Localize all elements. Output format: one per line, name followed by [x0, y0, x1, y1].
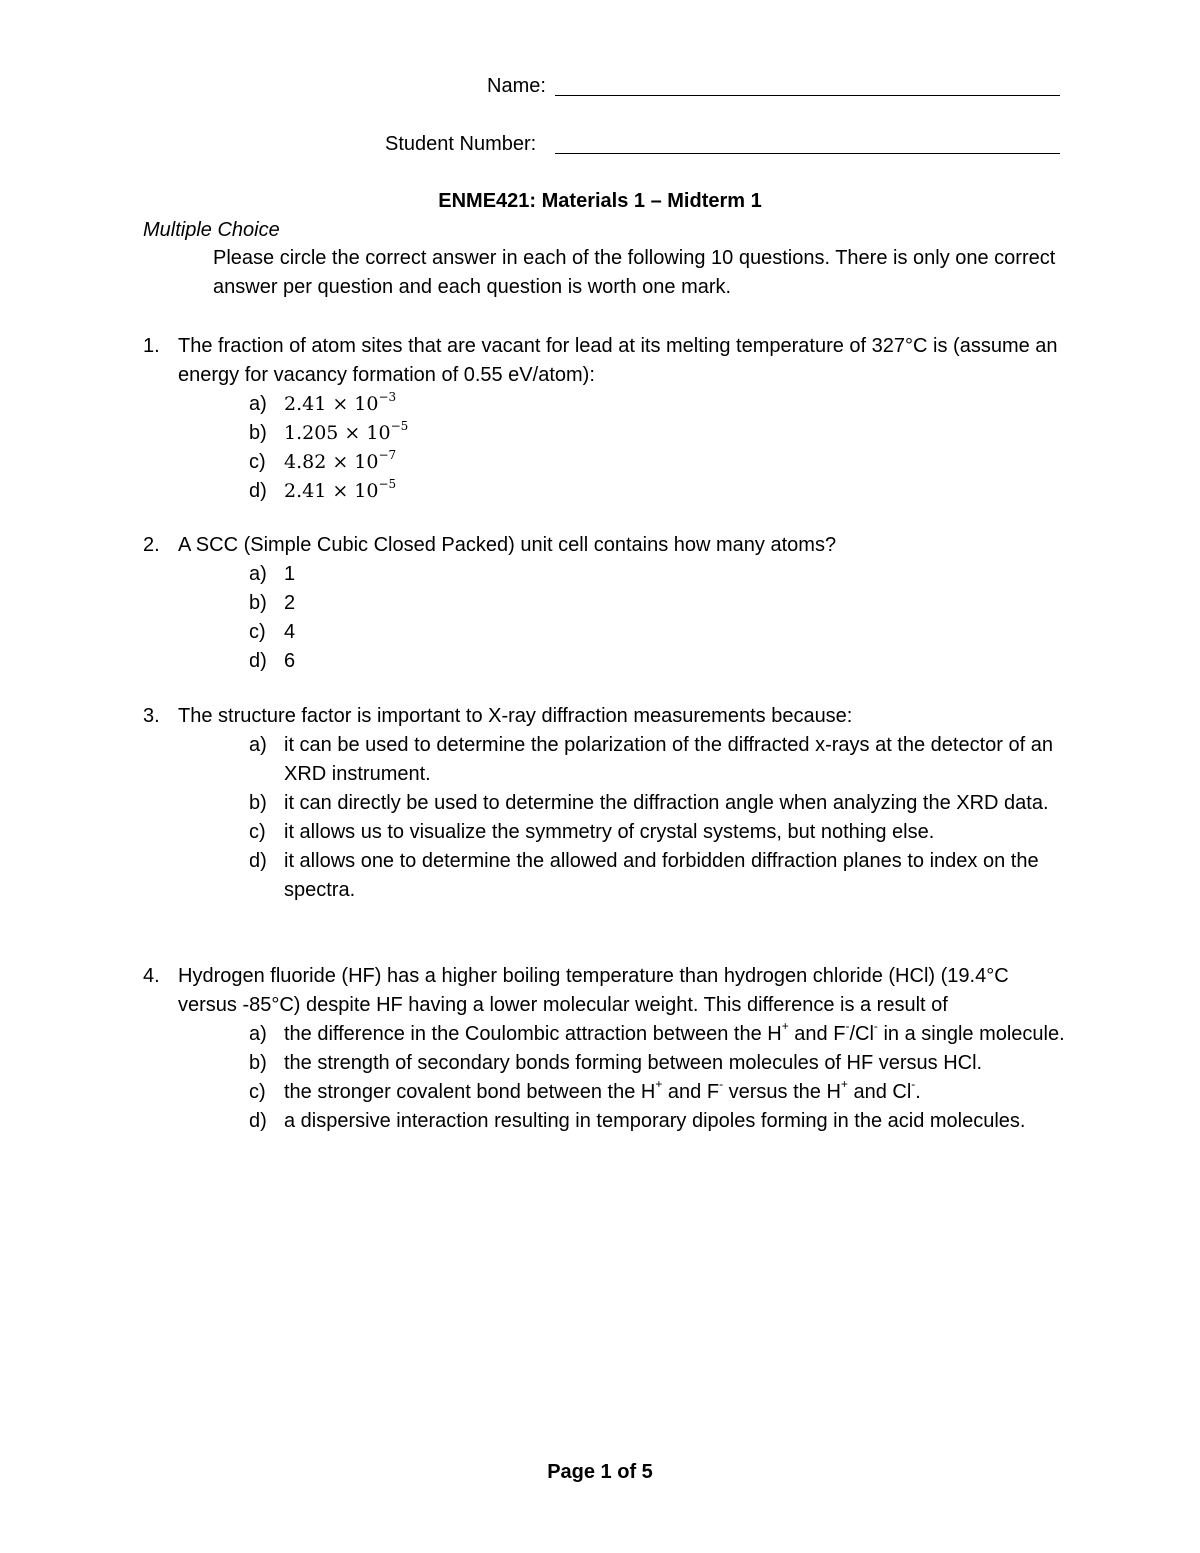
question-text: A SCC (Simple Cubic Closed Packed) unit cell contains how many atoms?: [178, 534, 837, 556]
option-text: 4: [284, 621, 296, 643]
option-letter: d): [249, 1110, 267, 1132]
option-letter: d): [249, 850, 267, 872]
option-text: it allows one to determine the allowed and forbidden diffraction planes to index on the spectra.: [284, 850, 1039, 901]
option-d[interactable]: [249, 477, 1073, 506]
option-d[interactable]: [249, 1107, 1073, 1136]
option-letter: a): [249, 734, 267, 756]
option-a[interactable]: [249, 731, 1073, 789]
option-text: 6: [284, 650, 296, 672]
option-letter: c): [249, 1081, 266, 1103]
option-text: it can directly be used to determine the diffraction angle when analyzing the XRD data.: [284, 792, 1049, 814]
instructions: Please circle the correct answer in each of the following 10 questions. There is only one correct answer per question and each question is worth one mark.: [213, 247, 1056, 298]
option-letter: c): [249, 821, 266, 843]
option-b[interactable]: [249, 589, 1073, 618]
option-text: it allows us to visualize the symmetry of crystal systems, but nothing else.: [284, 821, 935, 843]
option-b[interactable]: [249, 789, 1073, 818]
options-list: [249, 1020, 1073, 1136]
name-label: Name:: [487, 75, 546, 97]
option-b[interactable]: [249, 1049, 1073, 1078]
student-number-label: Student Number:: [385, 133, 537, 155]
option-text: 1: [284, 563, 296, 585]
option-c[interactable]: [249, 1078, 1073, 1107]
option-a[interactable]: [249, 390, 1073, 419]
option-text: the difference in the Coulombic attraction between the H+ and F-/Cl- in a single molecule.: [284, 1019, 1065, 1045]
question-4: [143, 962, 1073, 1136]
options-list: [249, 731, 1073, 905]
question-number: 1.: [143, 335, 160, 357]
name-field[interactable]: [555, 95, 1060, 96]
option-letter: d): [249, 480, 267, 502]
option-text: the strength of secondary bonds forming between molecules of HF versus HCl.: [284, 1052, 983, 1074]
option-d[interactable]: [249, 847, 1073, 905]
option-letter: a): [249, 393, 267, 415]
option-letter: a): [249, 1023, 267, 1045]
question-text: The structure factor is important to X-ray diffraction measurements because:: [178, 705, 853, 727]
option-text: a dispersive interaction resulting in temporary dipoles forming in the acid molecules.: [284, 1110, 1026, 1132]
option-text: 2: [284, 592, 296, 614]
option-value: $2.41 \times 10^{-5}$: [284, 476, 397, 502]
option-letter: a): [249, 563, 267, 585]
question-1: [143, 332, 1073, 506]
option-value: $4.82 \times 10^{-7}$: [284, 447, 397, 473]
question-text: The fraction of atom sites that are vacant for lead at its melting temperature of 327°C is (assume an energy for vacancy formation of 0.55 eV/atom):: [178, 335, 1058, 386]
option-a[interactable]: [249, 560, 1073, 589]
option-letter: b): [249, 1052, 267, 1074]
option-text: the stronger covalent bond between the H+ and F- versus the H+ and Cl-.: [284, 1077, 921, 1103]
option-letter: b): [249, 592, 267, 614]
question-number: 4.: [143, 965, 160, 987]
page-number: Page 1 of 5: [547, 1461, 653, 1483]
question-text: Hydrogen fluoride (HF) has a higher boiling temperature than hydrogen chloride (HCl) (19.4°C versus -85°C) despite HF having a lower molecular weight. This difference is a result of: [178, 965, 1009, 1016]
student-number-field[interactable]: [555, 153, 1060, 154]
question-number: 2.: [143, 534, 160, 556]
option-text: it can be used to determine the polarization of the diffracted x-rays at the detector of an XRD instrument.: [284, 734, 1053, 785]
option-c[interactable]: [249, 818, 1073, 847]
question-2: [143, 531, 1073, 676]
question-3: [143, 702, 1073, 905]
option-letter: b): [249, 792, 267, 814]
question-number: 3.: [143, 705, 160, 727]
option-c[interactable]: [249, 618, 1073, 647]
exam-title: ENME421: Materials 1 – Midterm 1: [438, 190, 762, 212]
options-list: [249, 560, 1073, 676]
options-list: [249, 390, 1073, 506]
option-c[interactable]: [249, 448, 1073, 477]
option-d[interactable]: [249, 647, 1073, 676]
option-letter: c): [249, 621, 266, 643]
option-letter: b): [249, 422, 267, 444]
option-a[interactable]: [249, 1020, 1073, 1049]
option-value: $2.41 \times 10^{-3}$: [284, 389, 397, 415]
option-letter: d): [249, 650, 267, 672]
option-value: $1.205 \times 10^{-5}$: [284, 418, 409, 444]
option-letter: c): [249, 451, 266, 473]
option-b[interactable]: [249, 419, 1073, 448]
section-heading: Multiple Choice: [143, 219, 280, 241]
